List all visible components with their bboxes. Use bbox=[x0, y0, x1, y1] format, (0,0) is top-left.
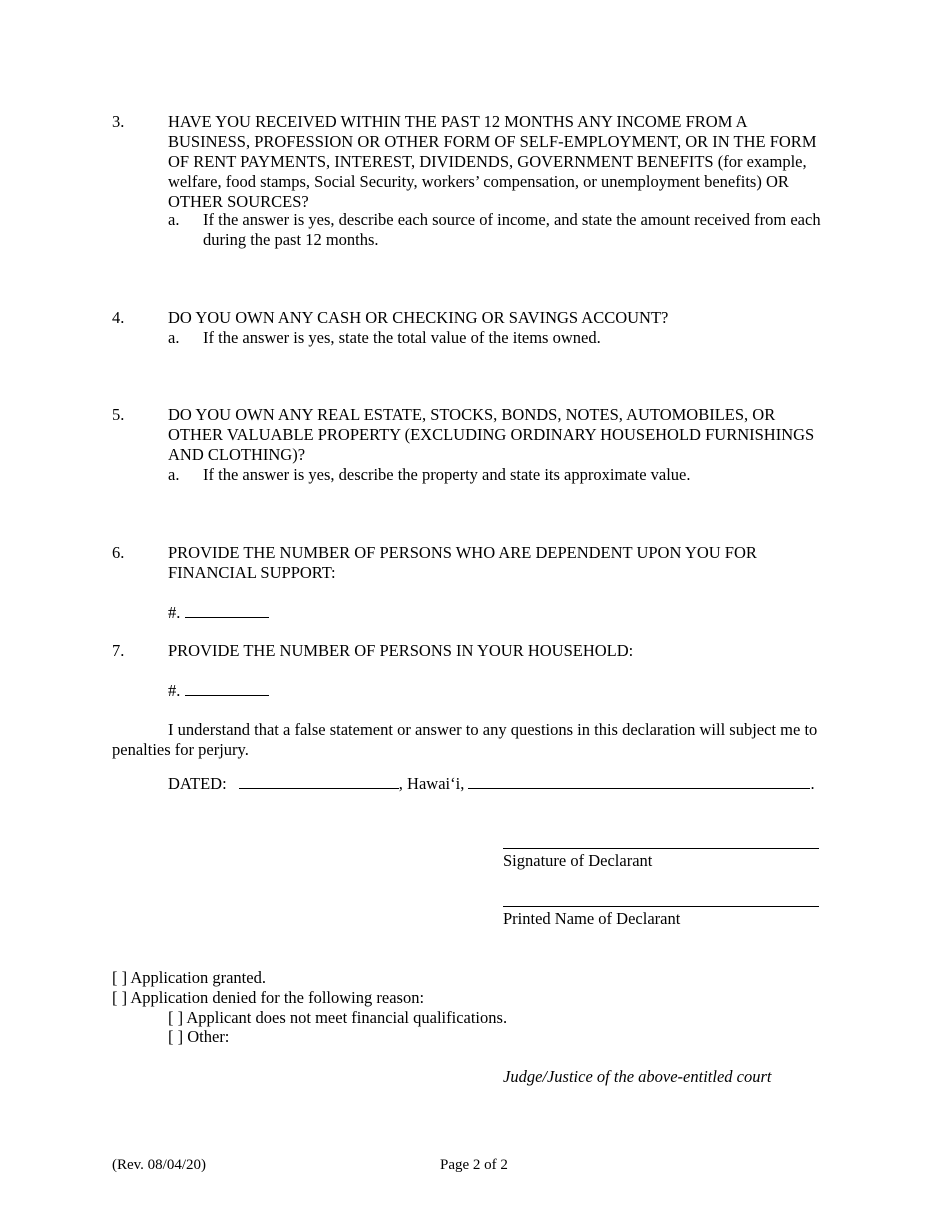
question-5a-text: If the answer is yes, describe the property and state its approximate value. bbox=[203, 465, 691, 484]
dependents-count-blank[interactable] bbox=[185, 602, 269, 618]
question-4-number: 4. bbox=[112, 308, 125, 327]
dependents-count-prefix: #. bbox=[168, 603, 181, 622]
question-3-number: 3. bbox=[112, 112, 125, 131]
judge-label: Judge/Justice of the above-entitled court bbox=[503, 1067, 772, 1086]
dated-end: . bbox=[810, 774, 815, 793]
question-4a-label: a. bbox=[168, 328, 180, 347]
page-number: Page 2 of 2 bbox=[440, 1157, 508, 1173]
question-5-number: 5. bbox=[112, 405, 125, 424]
household-count-blank[interactable] bbox=[185, 680, 269, 696]
question-7-text: PROVIDE THE NUMBER OF PERSONS IN YOUR HOUSEHOLD: bbox=[168, 641, 634, 660]
reason-other-checkbox[interactable]: [ ] Other: bbox=[168, 1027, 230, 1046]
location-blank[interactable] bbox=[468, 773, 810, 789]
question-5-text: DO YOU OWN ANY REAL ESTATE, STOCKS, BONDS, NOTES, AUTOMOBILES, OR OTHER VALUABLE PROPERTY (EXCLUDING ORDINARY HOUSEHOLD FURNISHINGS AND CLOTHING)? bbox=[168, 405, 815, 464]
reason-financial-checkbox[interactable]: [ ] Applicant does not meet financial qualifications. bbox=[168, 1008, 508, 1027]
printed-name-label: Printed Name of Declarant bbox=[503, 909, 681, 928]
question-7-number: 7. bbox=[112, 641, 125, 660]
signature-line[interactable] bbox=[503, 848, 819, 849]
question-4a-text: If the answer is yes, state the total value of the items owned. bbox=[203, 328, 601, 347]
dated-label: DATED: bbox=[168, 774, 227, 793]
date-blank[interactable] bbox=[239, 773, 399, 789]
question-3a-text: If the answer is yes, describe each source of income, and state the amount received from each during the past 12 months. bbox=[203, 210, 821, 249]
question-3-text: HAVE YOU RECEIVED WITHIN THE PAST 12 MONTHS ANY INCOME FROM A BUSINESS, PROFESSION OR OTHER FORM OF SELF-EMPLOYMENT, OR IN THE FORM OF RENT PAYMENTS, INTEREST, DIVIDENDS, GOVERNMENT BENEFITS (for example, welfare, food stamps, Social Security, workers’ compensation, or unemployment benefits) OR OTHER SOURCES? bbox=[168, 112, 817, 211]
perjury-statement: I understand that a false statement or answer to any questions in this declaration will subject me to penalties for perjury. bbox=[112, 720, 818, 759]
application-denied-checkbox[interactable]: [ ] Application denied for the following reason: bbox=[112, 988, 425, 1007]
question-4-text: DO YOU OWN ANY CASH OR CHECKING OR SAVINGS ACCOUNT? bbox=[168, 308, 669, 327]
question-6-text: PROVIDE THE NUMBER OF PERSONS WHO ARE DEPENDENT UPON YOU FOR FINANCIAL SUPPORT: bbox=[168, 543, 757, 582]
question-6-number: 6. bbox=[112, 543, 125, 562]
household-count-prefix: #. bbox=[168, 681, 181, 700]
question-5a-label: a. bbox=[168, 465, 180, 484]
household-count-field[interactable] bbox=[168, 680, 269, 701]
dated-line bbox=[168, 773, 815, 794]
application-granted-checkbox[interactable]: [ ] Application granted. bbox=[112, 968, 266, 987]
signature-label: Signature of Declarant bbox=[503, 851, 653, 870]
printed-name-line[interactable] bbox=[503, 906, 819, 907]
question-3a-label: a. bbox=[168, 210, 180, 229]
dated-location: , Hawai‘i, bbox=[398, 774, 465, 793]
revision-date: (Rev. 08/04/20) bbox=[112, 1157, 207, 1173]
dependents-count-field[interactable] bbox=[168, 602, 269, 623]
